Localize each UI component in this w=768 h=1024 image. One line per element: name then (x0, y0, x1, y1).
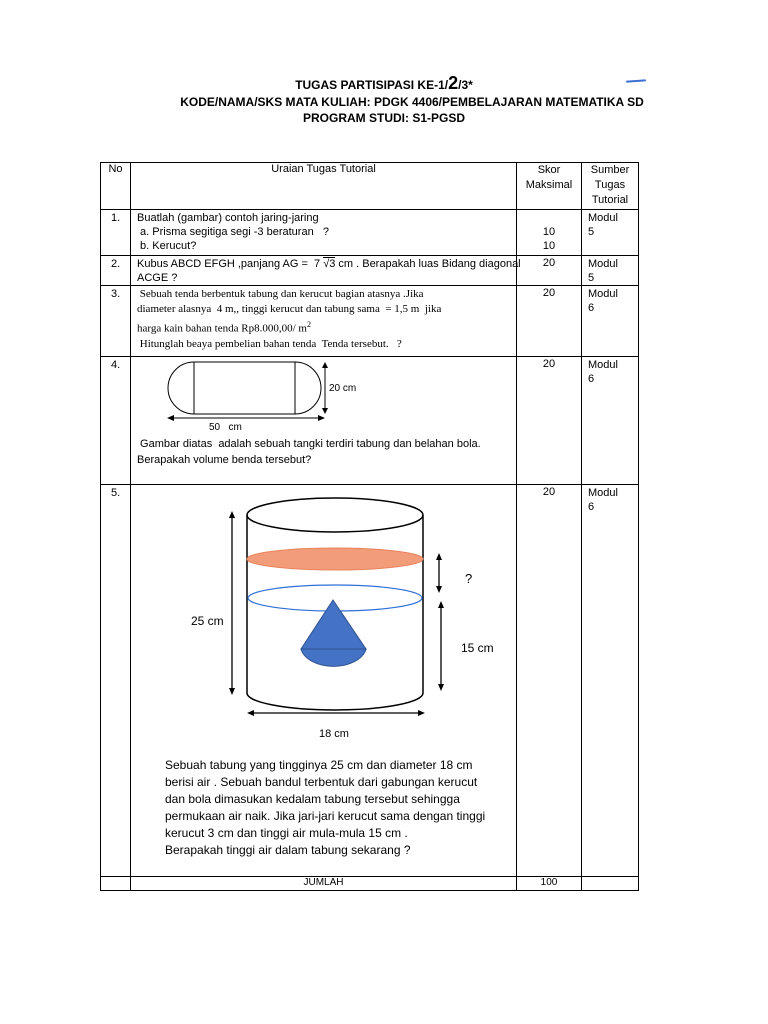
cylinder-figure (131, 485, 517, 747)
cone-shape (301, 600, 366, 649)
task-description: 20 cm 50 cm Gambar diatas adalah sebuah tangki terdiri tabung dan belahan bola. Berapakah volume benda tersebut? (131, 357, 517, 485)
assignment-title: TUGAS PARTISIPASI KE-1/2/3* (295, 73, 473, 93)
task-table (100, 162, 639, 891)
table-header-row (101, 163, 639, 210)
total-row (101, 877, 639, 891)
table-row (101, 357, 639, 485)
study-program-line: PROGRAM STUDI: S1-PGSD (302, 111, 465, 125)
col-header-uraian: Uraian Tugas Tutorial (131, 163, 517, 210)
row-number: 3. (101, 286, 131, 357)
tutorial-source: Modul 6 (582, 286, 639, 357)
table-row (101, 485, 639, 877)
cylinder-top (247, 498, 423, 532)
tutorial-source: Modul 5 (582, 256, 639, 286)
tank-outline (168, 362, 321, 414)
risen-water-surface (247, 548, 423, 570)
task-description: Sebuah tenda berbentuk tabung dan kerucut bagian atasnya .Jika diameter alasnya 4 m,, tinggi kerucut dan tabung sama = 1,5 m jika harga kain bahan tenda Rp8.000,00/ $m^2$ Hitunglah beaya pembelian bahan tenda Tenda tersebut. ? (131, 286, 517, 357)
hemisphere-shape (301, 649, 366, 666)
water-height-label: 15 cm (461, 641, 494, 655)
row-number: 2. (101, 256, 131, 286)
tutorial-source: Modul 5 (582, 210, 639, 256)
table-row (101, 256, 639, 286)
unknown-rise-label: ? (465, 571, 473, 586)
tank-width-label: 50 cm (209, 422, 242, 433)
diameter-label: 18 cm (319, 728, 349, 740)
tank-figure (131, 358, 517, 434)
table-row (101, 210, 639, 256)
col-header-sumber: Sumber Tugas Tutorial (582, 163, 639, 210)
total-value: 100 (517, 877, 582, 891)
max-score: 20 (517, 485, 582, 877)
row5-question-text: Sebuah tabung yang tingginya 25 cm dan diameter 18 cm berisi air . Sebuah bandul terbentuk dari gabungan kerucut dan bola dimasukan kedalam tabung tersebut sehingga permukaan air naik. Jika jari-jari kerucut sama dengan tinggi kerucut 3 cm dan tinggi air mula-mula 15 cm . Berapakah tinggi air dalam tabung sekarang ? (165, 758, 486, 857)
task-description: Buatlah (gambar) contoh jaring-jaring a. Prisma segitiga segi -3 beraturan ? b. Kerucut? (131, 210, 517, 256)
max-score: 20 (517, 256, 582, 286)
cylinder-height-label: 25 cm (191, 614, 224, 628)
table-row (101, 286, 639, 357)
task-description (131, 485, 517, 877)
max-score: 20 (517, 286, 582, 357)
tutorial-source: Modul 6 (582, 357, 639, 485)
course-code-line: KODE/NAMA/SKS MATA KULIAH: PDGK 4406/PEMBELAJARAN MATEMATIKA SD (180, 95, 644, 109)
task-description: Kubus ABCD EFGH ,panjang AG = 7 √3 cm . Berapakah luas Bidang diagonal ACGE ? (131, 256, 517, 286)
square-root-symbol: √3 (323, 258, 336, 270)
total-label: JUMLAH (131, 877, 517, 891)
col-header-no: No (101, 163, 131, 210)
cylinder-bottom (247, 693, 423, 710)
tank-height-label: 20 cm (329, 383, 357, 394)
col-header-skor: Skor Maksimal (517, 163, 582, 210)
tutorial-source: Modul 6 (582, 485, 639, 877)
max-score: 10 10 (517, 210, 582, 256)
row-number: 4. (101, 357, 131, 485)
max-score: 20 (517, 357, 582, 485)
row-number: 5. (101, 485, 131, 877)
row-number: 1. (101, 210, 131, 256)
